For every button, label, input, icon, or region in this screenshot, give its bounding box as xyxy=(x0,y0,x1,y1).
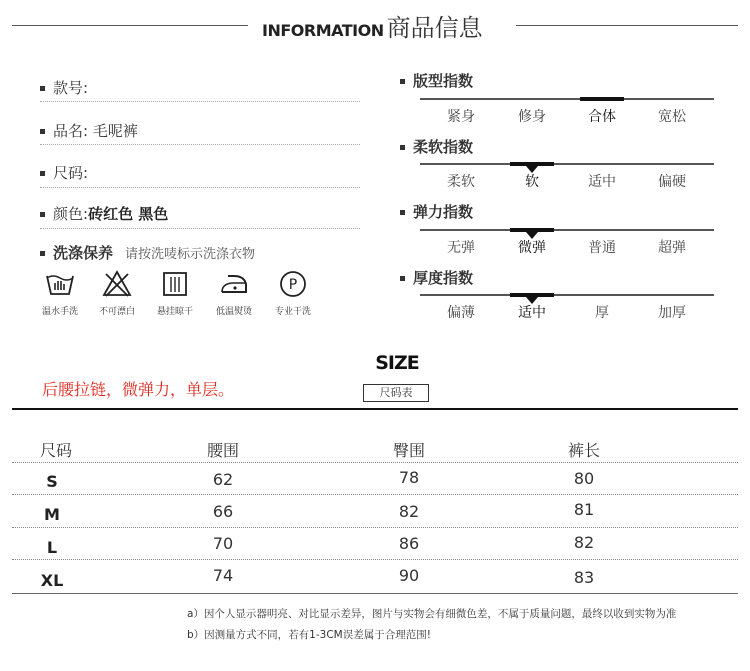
bullet-icon xyxy=(40,129,45,134)
care-label: 悬挂晾干 xyxy=(156,307,193,317)
row-size: M xyxy=(44,505,60,524)
index-scale-line xyxy=(420,229,714,231)
header-line-left xyxy=(12,25,248,26)
row-length: 82 xyxy=(573,533,595,552)
bullet-icon xyxy=(40,171,45,176)
divider xyxy=(40,228,360,229)
row-size: S xyxy=(46,472,58,491)
name-row xyxy=(40,120,340,141)
row-hip: 86 xyxy=(398,534,420,553)
row-divider xyxy=(12,494,738,495)
care-label: 专业干洗 xyxy=(274,307,311,317)
header-line-right xyxy=(516,25,738,26)
care-label: 低温熨烫 xyxy=(215,307,252,317)
index-option: 厚 xyxy=(595,305,609,321)
row-hip: 78 xyxy=(398,468,420,487)
bullet-icon xyxy=(400,276,405,281)
row-divider xyxy=(12,559,738,560)
index-title xyxy=(400,70,473,91)
index-option: 紧身 xyxy=(447,109,475,125)
index-option: 无弹 xyxy=(447,240,475,256)
header-waist: 腰围 xyxy=(206,441,239,460)
row-size: XL xyxy=(40,571,64,590)
size-label: 尺码: xyxy=(53,164,89,182)
index-title-text: 柔软指数 xyxy=(413,138,474,156)
index-option: 普通 xyxy=(588,240,616,256)
row-hip: 82 xyxy=(398,502,420,521)
index-option: 修身 xyxy=(518,109,546,125)
page-title xyxy=(262,8,502,43)
row-waist: 70 xyxy=(212,534,234,553)
no-bleach-icon xyxy=(102,270,132,298)
header-size: 尺码 xyxy=(40,441,73,460)
title-cn: 商品信息 xyxy=(386,14,483,42)
bullet-icon xyxy=(400,210,405,215)
row-waist: 66 xyxy=(212,502,234,521)
index-option: 适中 xyxy=(588,174,616,190)
index-option: 宽松 xyxy=(658,109,686,125)
footnote-b: b）因测量方式不同，若有1-3CM误差属于合理范围! xyxy=(187,629,431,641)
header-hip: 臀围 xyxy=(392,441,425,460)
name-value: 毛呢裤 xyxy=(92,122,138,140)
row-waist: 62 xyxy=(212,470,234,489)
professional-dry-clean-icon xyxy=(278,270,308,298)
index-option: 超弹 xyxy=(658,240,686,256)
size-title: SIZE xyxy=(375,352,419,374)
care-item-dry-clean xyxy=(258,270,328,317)
row-length: 83 xyxy=(573,568,595,587)
color-value: 砖红色 黑色 xyxy=(88,205,169,223)
bullet-icon xyxy=(40,212,45,217)
row-waist: 74 xyxy=(212,566,234,585)
index-option: 软 xyxy=(525,174,539,190)
row-length: 81 xyxy=(573,500,595,519)
svg-text:P: P xyxy=(288,277,298,293)
index-title xyxy=(400,201,473,222)
index-option: 偏硬 xyxy=(658,174,686,190)
index-selected-marker xyxy=(580,97,624,101)
divider xyxy=(40,187,360,188)
name-label: 品名: xyxy=(53,122,89,140)
care-row xyxy=(40,242,380,263)
index-title-text: 厚度指数 xyxy=(413,269,474,287)
table-top-border xyxy=(12,408,738,410)
row-length: 80 xyxy=(573,469,595,488)
index-title xyxy=(400,136,473,157)
index-option: 柔软 xyxy=(447,174,475,190)
care-desc: 请按洗唛标示洗涤衣物 xyxy=(125,247,256,262)
item-no-label: 款号: xyxy=(53,79,89,97)
header-length: 裤长 xyxy=(567,441,600,460)
index-title-text: 弹力指数 xyxy=(413,203,474,221)
care-label: 温水手洗 xyxy=(41,307,78,317)
index-option: 加厚 xyxy=(658,305,686,321)
index-scale-line xyxy=(420,294,714,296)
size-row xyxy=(40,162,340,183)
index-option: 微弹 xyxy=(518,240,546,256)
bullet-icon xyxy=(40,86,45,91)
row-size: L xyxy=(46,538,58,557)
index-option: 适中 xyxy=(518,305,546,321)
size-subtitle: 尺码表 xyxy=(363,384,429,402)
table-bottom-border xyxy=(12,593,738,594)
bullet-icon xyxy=(40,251,45,256)
color-label: 颜色: xyxy=(53,205,89,223)
color-row xyxy=(40,203,340,224)
hand-wash-icon xyxy=(45,270,75,298)
row-divider xyxy=(12,527,738,528)
row-divider xyxy=(12,462,738,463)
bullet-icon xyxy=(400,79,405,84)
care-title: 洗涤保养 xyxy=(53,244,114,262)
row-hip: 90 xyxy=(398,566,420,585)
index-scale-line xyxy=(420,163,714,165)
divider xyxy=(40,144,360,145)
title-en: INFORMATION xyxy=(262,21,384,40)
footnote-a: a）因个人显示器明亮、对比显示差异，图片与实物会有细微色差，不属于质量问题，最终以收到实物为准 xyxy=(187,608,677,620)
care-label: 不可漂白 xyxy=(98,307,135,317)
divider xyxy=(40,101,360,102)
bullet-icon xyxy=(400,145,405,150)
item-no-row xyxy=(40,77,340,98)
hang-dry-icon xyxy=(160,270,190,298)
index-title-text: 版型指数 xyxy=(413,72,474,90)
product-note: 后腰拉链，微弹力，单层。 xyxy=(42,380,235,399)
index-option: 偏薄 xyxy=(447,305,475,321)
index-scale-line xyxy=(420,98,714,100)
index-title xyxy=(400,267,473,288)
index-option: 合体 xyxy=(588,109,616,125)
low-iron-icon xyxy=(218,270,250,298)
